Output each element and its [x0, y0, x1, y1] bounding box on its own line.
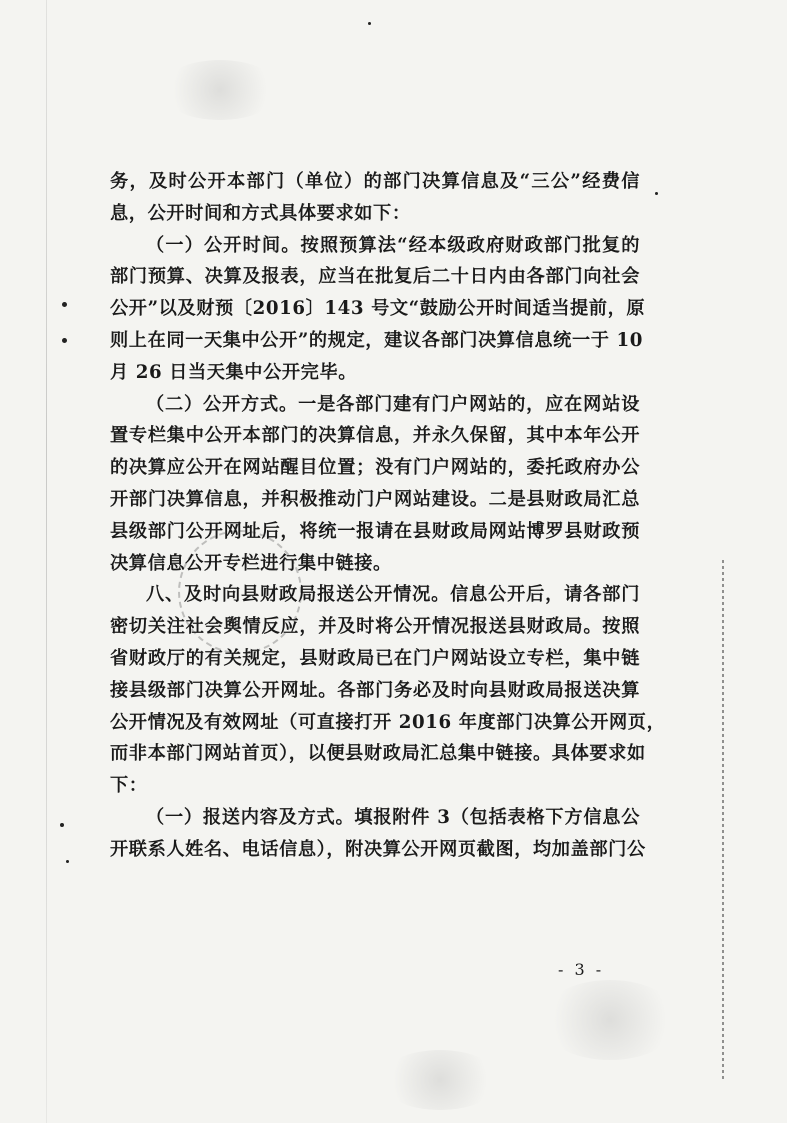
- text-line: 八、及时向县财政局报送公开情况。信息公开后，请各部门: [146, 584, 640, 606]
- text-line: 开部门决算信息，并积极推动门户网站建设。二是县财政局汇总: [110, 488, 640, 510]
- page-number: - 3 -: [558, 960, 605, 979]
- text-line: 的决算应公开在网站醒目位置；没有门户网站的，委托政府办公: [110, 457, 640, 479]
- text-line: 密切关注社会舆情反应，并及时将公开情况报送县财政局。按照: [110, 616, 640, 638]
- text-line: 务，及时公开本部门（单位）的部门决算信息及“三公”经费信: [110, 171, 640, 192]
- text-line: 月 26 日当天集中公开完毕。: [110, 361, 358, 383]
- text-line: 省财政厅的有关规定，县财政局已在门户网站设立专栏，集中链: [110, 647, 640, 669]
- scan-speck: [655, 192, 658, 195]
- text-line: 置专栏集中公开本部门的决算信息，并永久保留，其中本年公开: [110, 425, 640, 447]
- text-line: 县级部门公开网址后，将统一报请在县财政局网站博罗县财政预: [110, 520, 640, 542]
- text-line: （一）报送内容及方式。填报附件 3（包括表格下方信息公: [146, 806, 640, 828]
- text-line: 公开情况及有效网址（可直接打开 2016 年度部门决算公开网页，: [110, 711, 666, 733]
- text-line: 而非本部门网站首页），以便县财政局汇总集中链接。具体要求如: [110, 743, 646, 765]
- scan-edge-left: [46, 0, 47, 1123]
- text-line: 决算信息公开专栏进行集中链接。: [110, 552, 392, 574]
- scan-speck: [60, 823, 64, 827]
- text-line: 部门预算、决算及报表，应当在批复后二十日内由各部门向社会: [110, 266, 640, 288]
- text-line: （一）公开时间。按照预算法“经本级政府财政部门批复的: [146, 234, 640, 256]
- scan-edge-right: [722, 560, 724, 1080]
- text-line: 公开”以及财预〔2016〕143 号文“鼓励公开时间适当提前，原: [110, 298, 646, 320]
- scan-smudge: [160, 60, 280, 120]
- scan-speck: [62, 338, 67, 343]
- text-line: 则上在同一天集中公开”的规定，建议各部门决算信息统一于 10: [110, 329, 643, 351]
- text-line: 开联系人姓名、电话信息），附决算公开网页截图，均加盖部门公: [110, 838, 646, 860]
- scan-smudge: [540, 980, 680, 1060]
- document-body: [110, 166, 666, 866]
- text-line: 接县级部门决算公开网址。各部门务必及时向县财政局报送决算: [110, 679, 640, 701]
- text-line: 下：: [110, 775, 148, 797]
- scan-speck: [62, 302, 67, 307]
- scan-smudge: [380, 1050, 500, 1110]
- scan-speck: [368, 22, 371, 25]
- text-line: 息，公开时间和方式具体要求如下：: [110, 202, 411, 224]
- text-line: （二）公开方式。一是各部门建有门户网站的，应在网站设: [146, 393, 640, 415]
- scan-speck: [66, 860, 69, 863]
